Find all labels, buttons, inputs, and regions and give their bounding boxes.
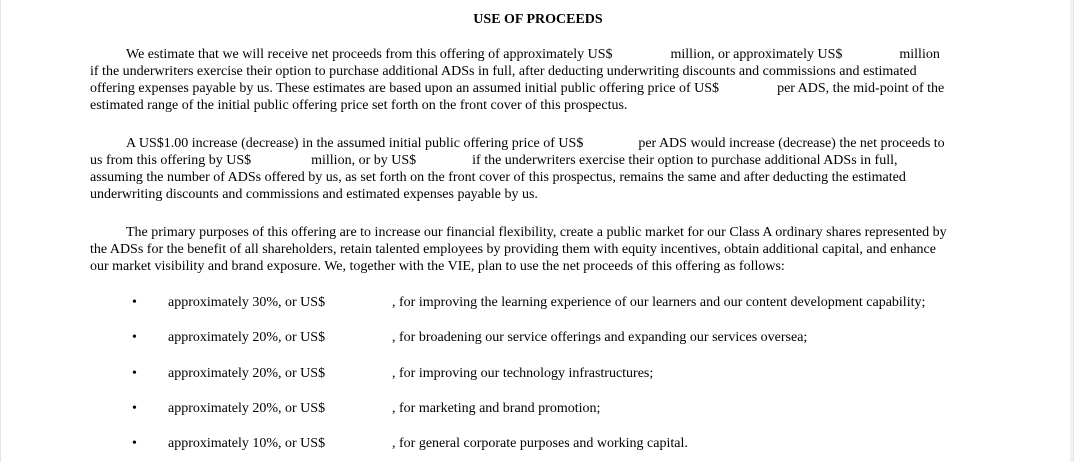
bullet-icon: •	[132, 401, 137, 416]
paragraph-price-sensitivity	[90, 135, 990, 203]
allocation-percent: approximately 10%, or US$	[168, 436, 326, 451]
paragraph-line	[90, 135, 990, 152]
paragraph-line: our market visibility and brand exposure. We, together with the VIE, plan to use the net proceeds of this offering as follows:	[90, 259, 785, 274]
paragraph-line: The primary purposes of this offering are to increase our financial flexibility, create a public market for our Class A ordinary shares represented by	[126, 225, 947, 240]
text-segment: A US$1.00 increase (decrease) in the assumed initial public offering price of US$	[126, 136, 584, 151]
text-segment: We estimate that we will receive net proceeds from this offering of approximately US$	[126, 47, 613, 62]
paragraph-line: estimated range of the initial public offering price set forth on the front cover of this prospectus.	[90, 98, 628, 113]
paragraph-line: underwriting discounts and commissions and estimated expenses payable by us.	[90, 187, 538, 202]
list-item	[1, 400, 1074, 417]
bullet-icon: •	[132, 295, 137, 310]
text-segment: million, or approximately US$	[670, 47, 843, 62]
allocation-purpose: , for broadening our service offerings and expanding our services oversea;	[392, 330, 808, 345]
text-segment: per ADS would increase (decrease) the net proceeds to	[638, 136, 945, 151]
allocation-purpose: , for improving the learning experience of our learners and our content development capability;	[392, 295, 926, 310]
text-segment: if the underwriters exercise their option to purchase additional ADSs in full,	[472, 153, 898, 168]
paragraph-line: assuming the number of ADSs offered by us, as set forth on the front cover of this prospectus, remains the same and after deducting the estimated	[90, 170, 906, 185]
list-item	[1, 329, 1074, 346]
text-segment: million	[899, 47, 940, 62]
text-segment: per ADS, the mid-point of the	[777, 81, 945, 96]
paragraph-line	[90, 152, 990, 169]
allocation-purpose: , for improving our technology infrastructures;	[392, 366, 654, 381]
paragraph-net-proceeds	[90, 46, 990, 114]
bullet-icon: •	[132, 330, 137, 345]
scrollbar[interactable]	[1070, 0, 1073, 462]
paragraph-primary-purposes	[90, 224, 990, 275]
text-segment: million, or by US$	[311, 153, 417, 168]
bullet-icon: •	[132, 436, 137, 451]
allocation-percent: approximately 20%, or US$	[168, 401, 326, 416]
paragraph-line	[90, 46, 990, 63]
allocation-percent: approximately 30%, or US$	[168, 295, 326, 310]
list-item	[1, 365, 1074, 382]
list-item	[1, 294, 1074, 311]
bullet-icon: •	[132, 366, 137, 381]
allocation-purpose: , for general corporate purposes and working capital.	[392, 436, 688, 451]
text-segment: offering expenses payable by us. These estimates are based upon an assumed initial public offering price of US$	[90, 81, 720, 96]
list-item	[1, 435, 1074, 452]
text-segment: us from this offering by US$	[90, 153, 252, 168]
allocation-percent: approximately 20%, or US$	[168, 330, 326, 345]
paragraph-line: the ADSs for the benefit of all shareholders, retain talented employees by providing them with equity incentives, obtain additional capital, and enhance	[90, 242, 936, 257]
section-heading: USE OF PROCEEDS	[473, 12, 603, 27]
paragraph-line: if the underwriters exercise their option to purchase additional ADSs in full, after deducting underwriting discounts and commissions and estimated	[90, 64, 917, 79]
allocation-purpose: , for marketing and brand promotion;	[392, 401, 601, 416]
allocation-percent: approximately 20%, or US$	[168, 366, 326, 381]
paragraph-line	[90, 80, 990, 97]
